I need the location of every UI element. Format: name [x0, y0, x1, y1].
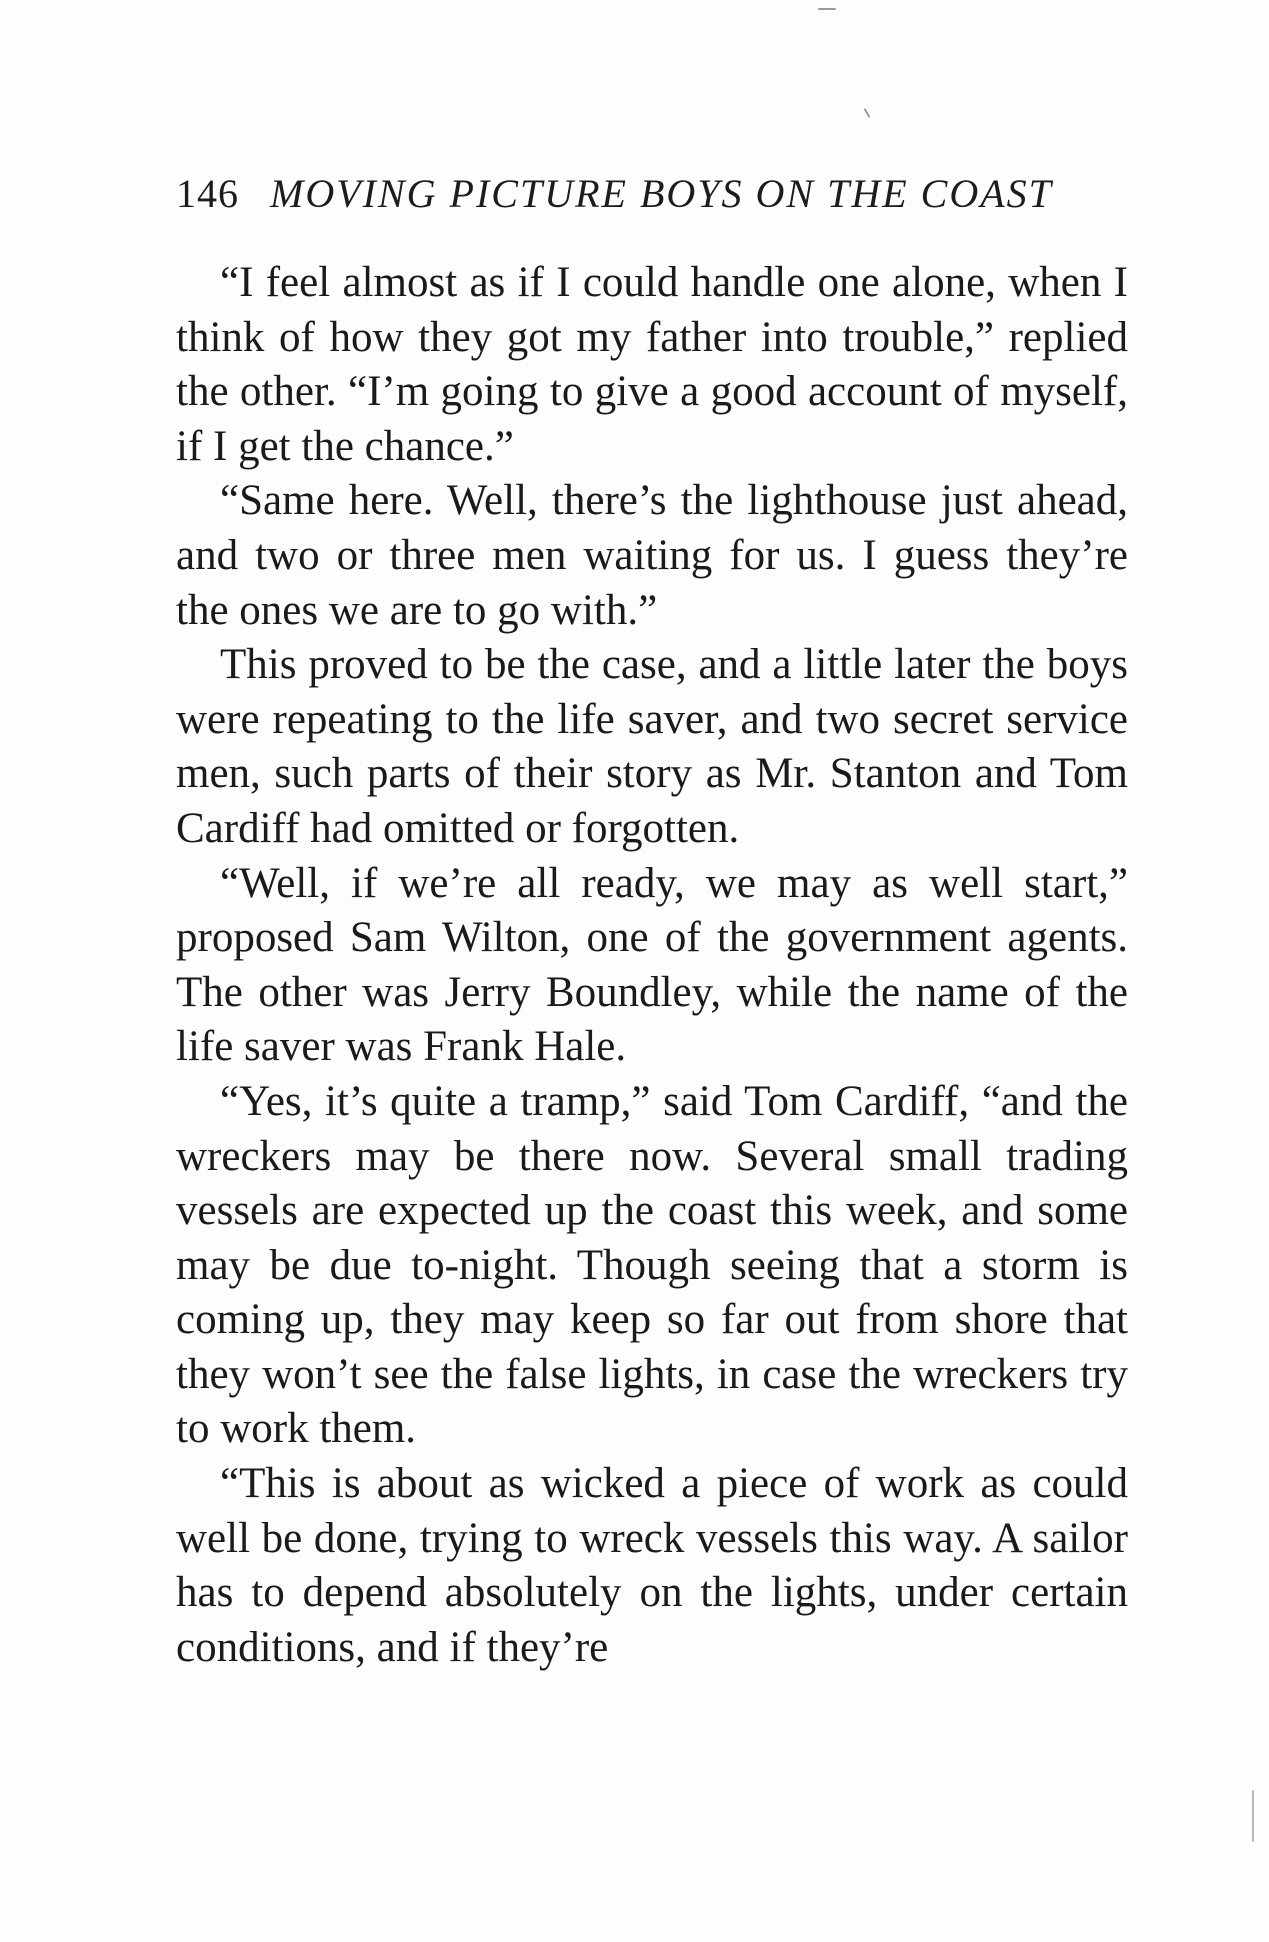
paragraph: “Same here. Well, there’s the lighthouse just ahead, and two or three men waiting for us. I guess they’re the ones we are to go with.”	[176, 477, 1128, 634]
scan-speck	[864, 108, 871, 118]
paragraph: “This is about as wicked a piece of work as could well be done, trying to wreck vessels this way. A sailor has to depend absolutely on the lights, under certain conditions, and if they’re	[176, 1460, 1128, 1671]
scan-speck	[1252, 1790, 1254, 1842]
paragraph: “I feel almost as if I could handle one alone, when I think of how they got my father into trouble,” replied the other. “I’m going to give a good account of myself, if I get the chance.”	[176, 259, 1128, 470]
scan-speck	[818, 8, 836, 10]
book-title: MOVING PICTURE BOYS ON THE COAST	[270, 171, 1053, 216]
page-number: 146	[176, 171, 239, 216]
paragraph: This proved to be the case, and a little later the boys were repeating to the life saver, and two secret service men, such parts of their story as Mr. Stanton and Tom Cardiff had omitted or forgotten.	[176, 641, 1128, 852]
paragraph: “Yes, it’s quite a tramp,” said Tom Cardiff, “and the wreckers may be there now. Several small trading vessels are expected up the coast this week, and some may be due to-night. Though seeing that a storm is coming up, they may keep so far out from shore that they won’t see the false lights, in case the wreckers try to work them.	[176, 1077, 1128, 1453]
running-head	[176, 170, 1136, 230]
body-text	[176, 256, 1128, 1675]
paragraph: “Well, if we’re all ready, we may as well start,” proposed Sam Wilton, one of the government agents. The other was Jerry Boundley, while the name of the life saver was Frank Hale.	[176, 859, 1128, 1071]
